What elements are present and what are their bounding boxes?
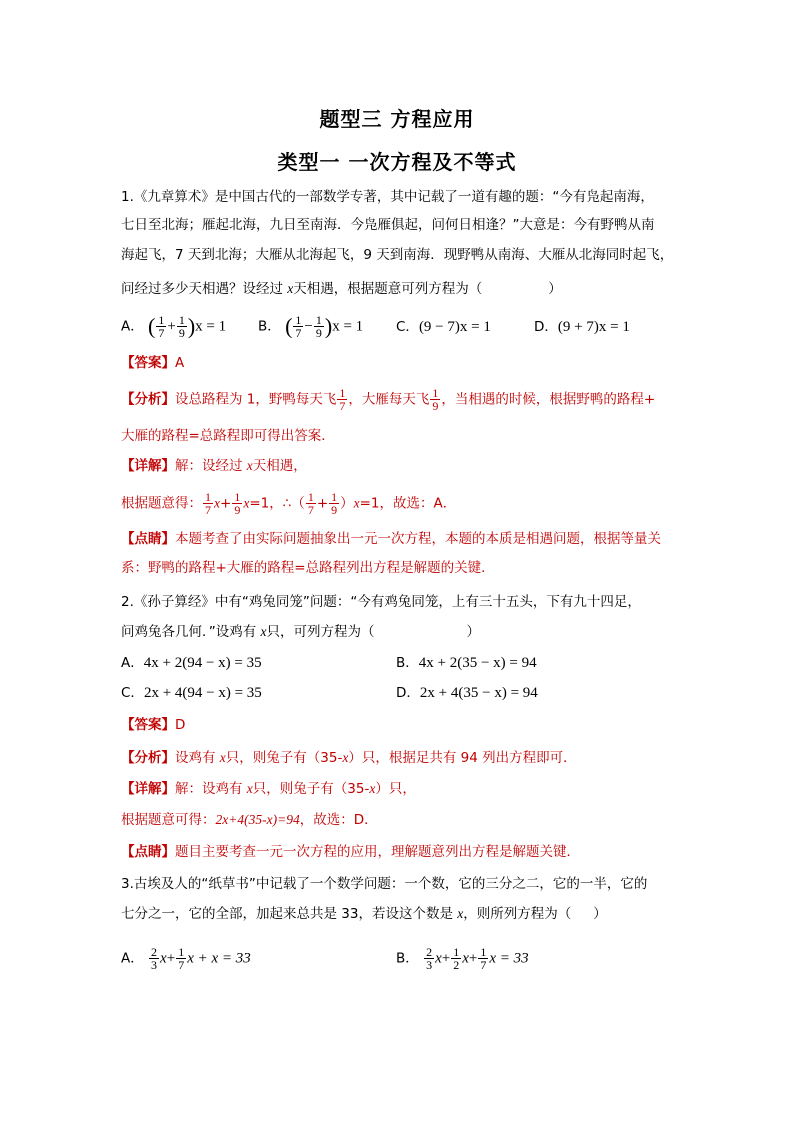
q2-detail-line-2: 根据题意可得：2x+4(35-x)=94，故选：D．	[121, 812, 378, 828]
q2-option-c: C．2x + 4(94 − x) = 35	[121, 685, 262, 701]
q1-line-3: 海起飞，7 天到北海；大雁从北海起飞，9 天到南海．现野鸭从南海、大雁从北海同时起飞，	[121, 247, 674, 263]
q2-line-1: 2.《孙子算经》中有“鸡兔同笼”问题：“今有鸡兔同笼，上有三十五头，下有九十四足，	[121, 594, 641, 610]
q1-analysis-line-2: 大雁的路程=总路程即可得出答案．	[121, 428, 335, 444]
q1-option-c: C．(9 − 7)x = 1	[396, 319, 491, 335]
q1-option-d: D．(9 + 7)x = 1	[534, 319, 630, 335]
q1-line-1: 1.《九章算术》是中国古代的一部数学专著，其中记载了一道有趣的题：“今有凫起南海，	[121, 189, 654, 205]
q1-comment-line-1: 【点睛】本题考查了由实际问题抽象出一元一次方程，本题的本质是相遇问题，根据等量关	[121, 531, 661, 547]
q1-detail-line-2: 根据题意得： $\frac{1}{7}$ x+ $\frac{1}{9}$ x=1，∴（ $\frac{1}{7}$ + $\frac{1}{9}$ ）x=1，故选：A．	[121, 490, 457, 517]
q1-line-4: 问经过多少天相遇？设经过 x天相遇，根据题意可列方程为（ ）	[121, 281, 562, 297]
q2-comment: 【点睛】题目主要考查一元一次方程的应用，理解题意列出方程是解题关键．	[121, 844, 580, 860]
q3-line-1: 3.古埃及人的“纸草书”中记载了一个数学问题：一个数，它的三分之二，它的一半，它的	[121, 876, 648, 892]
q2-analysis: 【分析】设鸡有 x只，则兔子有（35-x）只，根据足共有 94 列出方程即可．	[121, 750, 577, 766]
q2-option-b: B．4x + 2(35 − x) = 94	[396, 655, 537, 671]
q1-option-b: B． ( $\frac{1}{7}$ − $\frac{1}{9}$ )x = 1	[258, 313, 364, 340]
q1-analysis-line-1: 【分析】设总路程为 1，野鸭每天飞 $\frac{1}{7}$ ，大雁每天飞 $\frac{1}{9}$ ，当相遇的时候，根据野鸭的路程+	[121, 386, 656, 413]
q2-option-a: A．4x + 2(94 − x) = 35	[121, 655, 262, 671]
q1-line-2: 七日至北海；雁起北海，九日至南海．今凫雁俱起，问何日相逢？”大意是：今有野鸭从南	[121, 217, 655, 233]
page-subtitle: 类型一 一次方程及不等式	[277, 150, 517, 174]
q2-detail-line-1: 【详解】解：设鸡有 x只，则兔子有（35-x）只，	[121, 781, 416, 797]
q3-option-b: B． $\frac{2}{3}$ x+ $\frac{1}{2}$ x+ $\frac{1}{7}$ x = 33	[396, 945, 529, 972]
page-title: 题型三 方程应用	[319, 107, 475, 131]
q1-comment-line-2: 系：野鸭的路程+大雁的路程=总路程列出方程是解题的关键．	[121, 560, 495, 576]
q1-detail-line-1: 【详解】解：设经过 x天相遇，	[121, 458, 307, 474]
q3-line-2: 七分之一，它的全部，加起来总共是 33，若设这个数是 x，则所列方程为（ ）	[121, 906, 607, 922]
q2-answer: 【答案】D	[121, 717, 186, 733]
q2-line-2: 问鸡兔各几何．”设鸡有 x只，可列方程为（ ）	[121, 624, 481, 640]
q1-option-a: A． ( $\frac{1}{7}$ + $\frac{1}{9}$ )x = 1	[121, 313, 227, 340]
q2-option-d: D．2x + 4(35 − x) = 94	[396, 685, 538, 701]
q3-option-a: A． $\frac{2}{3}$ x+ $\frac{1}{7}$ x + x = 33	[121, 945, 251, 972]
q1-answer: 【答案】A	[121, 355, 185, 371]
